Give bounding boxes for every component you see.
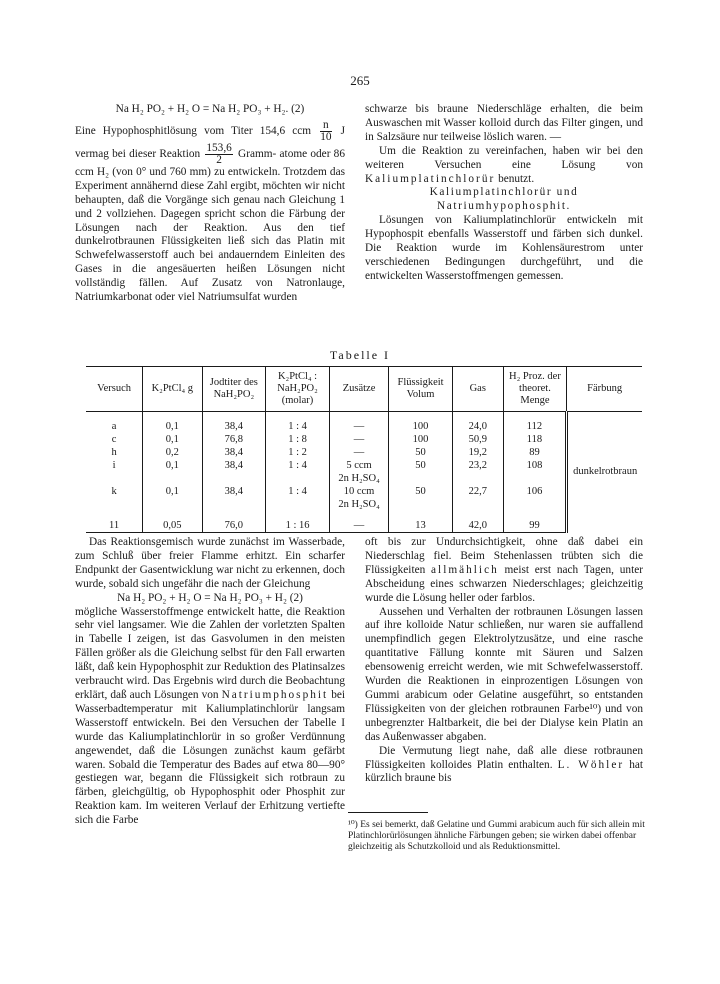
table-cell: — <box>329 420 388 433</box>
text-run: Um die Reaktion zu vereinfachen, haben wir bei den weiteren Versuchen eine Lösung von <box>365 144 643 171</box>
table-cell: 11 <box>86 519 143 533</box>
spaced-term: Natriumphosphit <box>221 688 329 701</box>
table-cell <box>503 498 567 511</box>
table-cell <box>143 472 202 485</box>
table-cell: 13 <box>389 519 453 533</box>
table-cell: 99 <box>503 519 567 533</box>
table-cell: 5 ccm <box>329 459 388 472</box>
table-cell: 38,4 <box>202 446 266 459</box>
table-cell: 42,0 <box>452 519 503 533</box>
paragraph <box>365 145 643 187</box>
table-cell: 0,1 <box>143 433 202 446</box>
footnote-rule <box>348 812 428 813</box>
table-cell: 24,0 <box>452 420 503 433</box>
table-cell <box>202 498 266 511</box>
hypophosphite-paragraph <box>75 120 345 305</box>
right-top-column <box>365 103 643 284</box>
header-cell: K₂PtCl₄ g <box>143 367 202 412</box>
table-spacer-row <box>86 412 642 421</box>
table-cell: 50 <box>389 446 453 459</box>
table-cell: 0,1 <box>143 485 202 498</box>
page-number: 265 <box>350 73 370 88</box>
table-cell: 22,7 <box>452 485 503 498</box>
table-cell <box>266 498 330 511</box>
text-run: bei Wasserbadtemperatur mit Kaliumplatinchlorür langsam Wasserstoff entwickeln. Bei den Versuchen der Tabelle I wurde das Kaliumplatinchlorür in so großer Verdünnung angewendet, daß die Lösungen zunächst kaum gefärbt waren. Sobald die Temperatur des Bades auf etwa 80—90° gestiegen war, begann die Flüssigkeit sich rotbraun zu färben, gleichgültig, ob Hypophosphit oder Phosphit zur Reaktion kam. Im weiteren Verlauf der Erhitzung vertiefte sich die Farbe <box>75 688 345 827</box>
text-run: hat kürzlich braune bis <box>365 758 643 785</box>
table-cell: a <box>111 420 117 432</box>
table-cell: k <box>111 485 117 497</box>
table-cell: 2n H₂SO₄ <box>329 472 388 485</box>
header-cell: K₂PtCl₄ : NaH₂PO₂ (molar) <box>266 367 330 412</box>
table-row <box>86 420 642 433</box>
fraction-volume <box>205 143 232 166</box>
text-run: meist erst nach Tagen, unter Abscheidung eines schwarzen Niederschlages; gleichzeitig wurde die Lösung heller oder farblos. <box>365 563 643 604</box>
header-cell: Gas <box>452 367 503 412</box>
table-cell: 50 <box>389 485 453 498</box>
table-cell: h <box>111 446 117 458</box>
table-cell <box>86 472 143 485</box>
table-cell: 106 <box>503 485 567 498</box>
fraction-n <box>320 120 331 143</box>
table-cell <box>389 472 453 485</box>
table-cell <box>452 498 503 511</box>
spaced-term: allmählich <box>431 563 499 576</box>
table-cell: 50 <box>389 459 453 472</box>
table-cell: 1 : 2 <box>266 446 330 459</box>
table-row <box>86 433 642 446</box>
header-cell: Flüssigkeit Volum <box>389 367 453 412</box>
text-run: Eine Hypophosphitlösung vom Titer 154,6 ccm <box>75 125 312 137</box>
paragraph: Aussehen und Verhalten der rotbraunen Lösungen lassen auf ihre kolloide Natur schließen, nur waren sie auffallend unempfindlich gegen Elektrolytzusätze, und eine rasche quantitative Fällung konnte mit Säuren und Salzen ebensowenig erreicht werden, wie mit Schwefelwasserstoff. Wurden die Reaktionen in einprozentigen Lösungen von Gummi arabicum oder Gelatine ausgeführt, so entstanden Flüssigkeiten von der gleichen rotbraunen Farbe¹⁰) und von unbegrenzter Haltbarkeit, die bei der Dialyse kein Platin an das Außenwasser abgaben. <box>365 605 643 743</box>
left-top-column <box>75 103 345 305</box>
table-row <box>86 519 642 533</box>
table-cell: — <box>329 433 388 446</box>
text-run: atome oder 86 ccm H₂ (von 0° und 760 mm) zu entwickeln. Trotzdem das Experiment annähernd diese Zahl ergibt, möchten wir nicht behaupten, daß die Vorgänge sich genau nach Gleichung 1 und 2 vollziehen. Dagegen spricht schon die Färbung der Lösungen nach der Reaktion. Aus den tief dunkelrotbraunen Flüssigkeiten ließ sich das Platin mit Schwefelwasserstoff auch bei andauerndem Einleiten des Gases in die angesäuerten heißen Lösungen nicht vollständig fällen. Auf Zusatz von Natronlauge, Natriumkarbonat oder viel Natriumsulfat wurden <box>75 148 345 304</box>
equation-1: Na H₂ PO₂ + H₂ O = Na H₂ PO₃ + H₂. (2) <box>115 103 305 115</box>
header-cell: Zusätze <box>329 367 388 412</box>
data-table <box>86 366 642 533</box>
table-cell <box>266 472 330 485</box>
paragraph <box>365 536 643 606</box>
table-cell: 0,1 <box>143 459 202 472</box>
table-cell: — <box>329 519 388 533</box>
table-cell: 108 <box>503 459 567 472</box>
fraction-numerator: 153,6 <box>206 141 232 154</box>
table-header-row <box>86 367 642 412</box>
table-row <box>86 446 642 459</box>
table-row <box>86 459 642 472</box>
table-cell: 38,4 <box>202 459 266 472</box>
table-cell: 1 : 4 <box>266 459 330 472</box>
paragraph <box>75 606 345 829</box>
table-cell <box>452 472 503 485</box>
table-cell: 10 ccm <box>329 485 388 498</box>
table-spacer-row <box>86 511 642 519</box>
table-cell: — <box>329 446 388 459</box>
paragraph: Das Reaktionsgemisch wurde zunächst im Wasserbade, zum Schluß über freier Flamme erhitzt. Ein scharfer Endpunkt der Gasentwicklung war nicht zu erkennen, doch wurde, sobald sich ungefähr die nach der Gleichung <box>75 536 345 590</box>
table-cell: 76,0 <box>202 519 266 533</box>
table-cell: i <box>112 459 116 471</box>
header-cell: H₂ Proz. der theoret. Menge <box>503 367 567 412</box>
table-cell: 2n H₂SO₄ <box>329 498 388 511</box>
table-row <box>86 485 642 498</box>
table-cell: 38,4 <box>202 420 266 433</box>
table-cell: 19,2 <box>452 446 503 459</box>
spaced-term: Kaliumplatinchlorür <box>365 172 496 185</box>
section-heading: Kaliumplatinchlorür und Natriumhypophosphit. <box>429 186 579 213</box>
header-cell: Jodtiter des NaH₂PO₂ <box>202 367 266 412</box>
text-run: Die Vermutung liegt nahe, daß alle diese rotbraunen Flüssigkeiten kolloides Platin enthalten. <box>365 744 643 771</box>
text-run: Gramm- <box>238 148 277 160</box>
table-cell <box>143 498 202 511</box>
table-cell: 0,05 <box>143 519 202 533</box>
table-cell: 100 <box>389 420 453 433</box>
fraction-denominator: 10 <box>320 130 332 143</box>
paragraph: schwarze bis braune Niederschläge erhalten, die beim Auswaschen mit Wasser kolloid durch das Filter gingen, und in Salzsäure nur teilweise löslich waren. — <box>365 103 643 143</box>
left-bottom-column <box>75 536 345 828</box>
author-name: L. Wöhler <box>557 758 625 771</box>
table-cell <box>202 472 266 485</box>
text-run: benutzt. <box>498 172 535 185</box>
paragraph <box>365 745 643 787</box>
table-cell: 100 <box>389 433 453 446</box>
header-cell: Versuch <box>86 367 143 412</box>
fraction-denominator: 2 <box>216 153 222 166</box>
table-cell: 50,9 <box>452 433 503 446</box>
table-cell: 1 : 16 <box>266 519 330 533</box>
table-cell: 1 : 4 <box>266 420 330 433</box>
faerbung-cell: dunkelrotbraun <box>567 412 642 533</box>
table-row <box>86 498 642 511</box>
table-cell: 1 : 8 <box>266 433 330 446</box>
footnote: ¹⁰) Es sei bemerkt, daß Gelatine und Gummi arabicum auch für sich allein mit Platinchlorürlösungen ähnliche Färbungen geben; sie wirken dabei offenbar gleichzeitig als Schutzkolloid und als Reduktionsmittel. <box>348 820 645 852</box>
right-bottom-column <box>365 536 643 786</box>
table-cell: 0,2 <box>143 446 202 459</box>
table-row <box>86 472 642 485</box>
table-cell: 1 : 4 <box>266 485 330 498</box>
table-cell: 89 <box>503 446 567 459</box>
table-cell: 76,8 <box>202 433 266 446</box>
table-cell <box>503 472 567 485</box>
text-run: mögliche Wasserstoffmenge entwickelt hatte, die Reaktion sehr viel langsamer. Wie die Zahlen der vorletzten Spalten in Tabelle I zeigen, ist das Gasvolumen in den meisten Fällen größer als die Gleichung selbst für den Fall erwarten läßt, daß kein Hypophosphit zur Reduktion des Platinsalzes verbraucht wird. Das Ergebnis wird durch die Beobachtung erklärt, daß auch Lösungen von <box>75 605 345 701</box>
table-cell: 118 <box>503 433 567 446</box>
header-cell: Färbung <box>567 367 642 412</box>
table-cell: 0,1 <box>143 420 202 433</box>
equation-2: Na H₂ PO₂ + H₂ O = Na H₂ PO₃ + H₂ (2) <box>117 591 303 604</box>
table-cell <box>86 498 143 511</box>
table-cell: 38,4 <box>202 485 266 498</box>
table-cell: c <box>111 433 117 445</box>
table-cell: 23,2 <box>452 459 503 472</box>
table-caption: Tabelle I <box>329 348 391 362</box>
fraction-numerator: n <box>320 120 331 132</box>
table-cell <box>389 498 453 511</box>
table-cell: 112 <box>503 420 567 433</box>
text-run: oft bis zur Undurchsichtigkeit, ohne daß dabei ein Niederschlag fiel. Beim Stehenlassen trübten sich die Flüssigkeiten <box>365 536 643 576</box>
text-run: J vermag bei dieser Reaktion <box>75 125 346 160</box>
paragraph: Lösungen von Kaliumplatinchlorür entwickeln mit Hypophospit ebenfalls Wasserstoff und färben sich dunkel. Die Reaktion wurde im Kohlensäurestrom unter verschiedenen Bedingungen durchgeführt, und die entwickelten Wasserstoffmengen gemessen. <box>365 214 643 282</box>
